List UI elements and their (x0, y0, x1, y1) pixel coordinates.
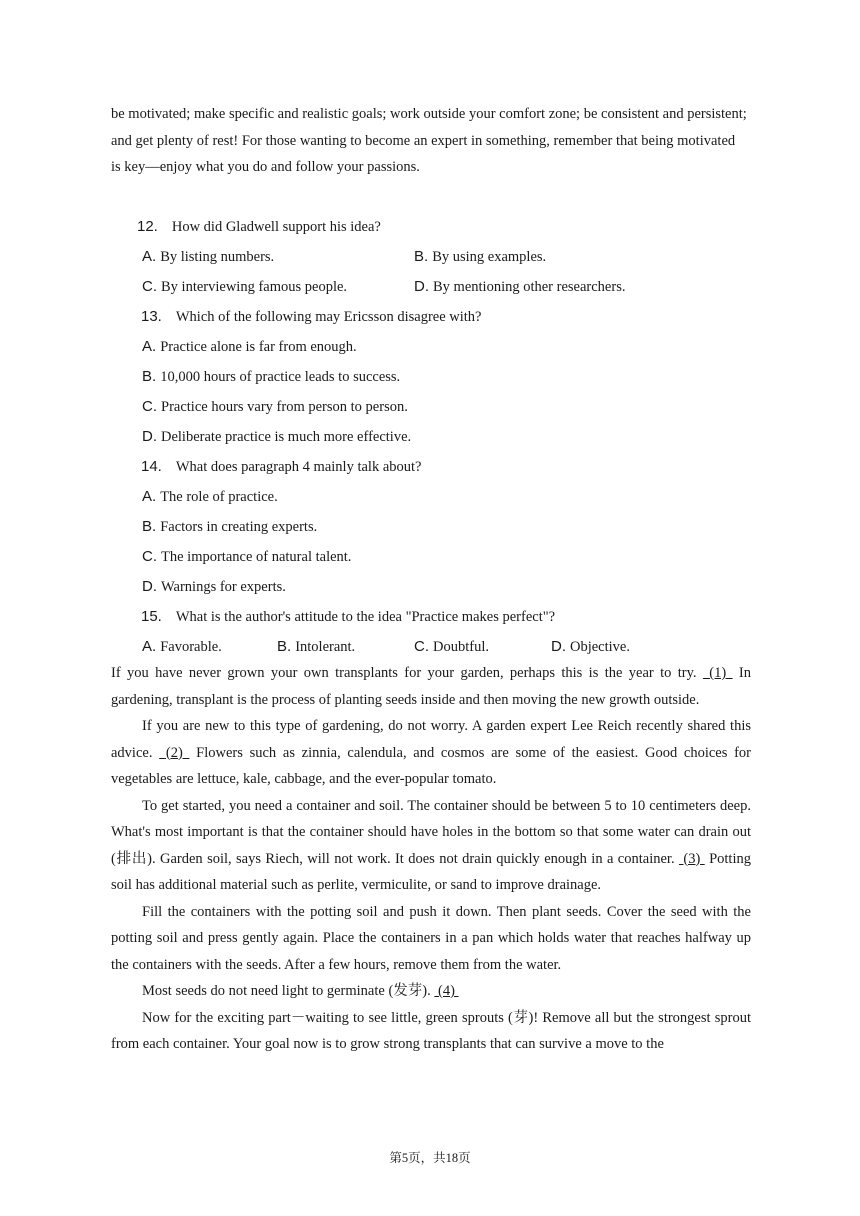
option-d: D. Objective. (551, 638, 630, 655)
page-footer: 第5页，共18页 (389, 1151, 471, 1165)
passage-paragraph-3: To get started, you need a container and soil. The container should be between 5 to 10 centimeters deep. What's most important is that the container should have holes in the bottom so that some water can drain out (排出). Garden soil, says Riech, will not work. It does not drain quickly enough in a container. (3) Potting soil has additional material such as perlite, vermiculite, or sand to improve drainage. (111, 797, 751, 893)
passage-paragraph-1: If you have never grown your own transplants for your garden, perhaps this is the year to try. (1) In gardening, transplant is the process of planting seeds inside and then moving the new growth outside. (111, 665, 751, 708)
option-row (111, 514, 751, 544)
reading-passage (111, 660, 751, 1058)
passage-paragraph-2: If you are new to this type of gardening, do not worry. A garden expert Lee Reich recently shared this advice. (2) Flowers such as zinnia, calendula, and cosmos are some of the easiest. Good choices for vegetables are lettuce, kale, cabbage, and the ever-popular tomato. (111, 718, 751, 787)
question-text: What does paragraph 4 mainly talk about? (175, 459, 422, 475)
question-text: What is the author's attitude to the idea "Practice makes perfect"? (175, 609, 556, 625)
option-d: D. By mentioning other researchers. (414, 278, 626, 295)
option-d: D. Deliberate practice is much more effective. (142, 428, 412, 445)
question-15 (111, 604, 751, 634)
option-row (111, 574, 751, 604)
option-a: A. Practice alone is far from enough. (142, 338, 357, 355)
option-b: B. Factors in creating experts. (142, 518, 318, 535)
question-number: 12. (137, 218, 158, 235)
option-b: B. 10,000 hours of practice leads to success. (142, 368, 401, 385)
question-number: 13. (141, 308, 162, 325)
intro-paragraph: be motivated; make specific and realistic goals; work outside your comfort zone; be consistent and persistent; and get plenty of rest! For those wanting to become an expert in something, remember that being motivated is key—enjoy what you do and follow your passions. (111, 106, 747, 175)
question-13 (111, 304, 751, 334)
passage-paragraph-6: Now for the exciting part－waiting to see little, green sprouts (芽)! Remove all but the strongest sprout from each container. Your goal now is to grow strong transplants that can survive a move to the (111, 1009, 751, 1052)
blank-2: (2) (159, 744, 190, 761)
option-row (111, 244, 751, 274)
question-14 (111, 454, 751, 484)
option-b: B. By using examples. (414, 248, 547, 265)
option-row (111, 544, 751, 574)
blank-4: (4) (434, 983, 459, 999)
option-a: A. By listing numbers. (142, 248, 275, 265)
option-c: C. Doubtful. (414, 638, 489, 655)
option-b: B. Intolerant. (277, 638, 356, 655)
option-row (111, 394, 751, 424)
question-12 (111, 214, 751, 244)
option-row (111, 364, 751, 394)
question-number: 15. (141, 608, 162, 625)
question-text: Which of the following may Ericsson disagree with? (175, 309, 482, 325)
option-c: C. The importance of natural talent. (142, 548, 352, 565)
question-number: 14. (141, 458, 162, 475)
option-row (111, 274, 751, 304)
passage-paragraph-5: Most seeds do not need light to germinate (发芽). (4) (142, 983, 459, 999)
option-a: A. Favorable. (142, 638, 222, 655)
option-row (111, 334, 751, 364)
option-row (111, 424, 751, 454)
option-d: D. Warnings for experts. (142, 578, 286, 595)
passage-paragraph-4: Fill the containers with the potting soil and push it down. Then plant seeds. Cover the seed with the potting soil and press gently again. Place the containers in a pan which holds water that reaches halfway up the containers with the seeds. After a few hours, remove them from the water. (111, 903, 751, 973)
option-c: C. Practice hours vary from person to person. (142, 398, 408, 415)
option-row (111, 484, 751, 514)
blank-1: (1) (702, 665, 733, 681)
blank-3: (3) (678, 850, 705, 867)
question-text: How did Gladwell support his idea? (171, 219, 381, 235)
intro-paragraph-block (111, 101, 747, 181)
option-c: C. By interviewing famous people. (142, 278, 348, 295)
questions-section (111, 214, 751, 664)
option-a: A. The role of practice. (142, 488, 278, 505)
